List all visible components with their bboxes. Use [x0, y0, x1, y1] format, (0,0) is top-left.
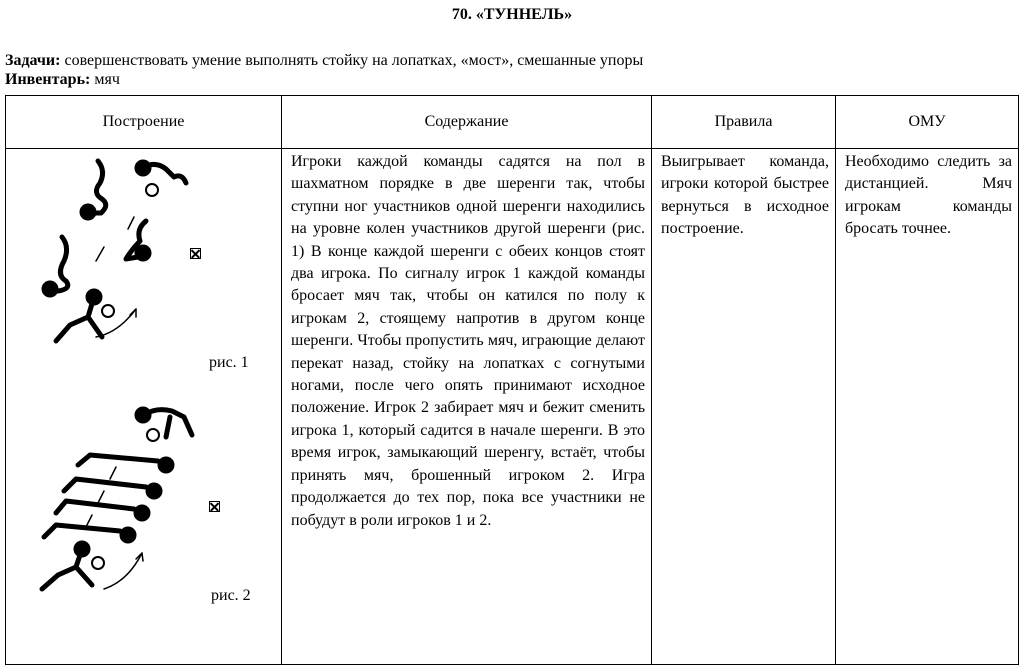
marker-box-1	[190, 248, 201, 259]
bridge-player-2	[64, 479, 146, 491]
header-content: Содержание	[282, 96, 652, 149]
player-head-10	[122, 529, 134, 541]
tasks-text: совершенствовать умение выполнять стойку на лопатках, «мост», смешанные упоры	[60, 52, 644, 69]
inventory-label: Инвентарь:	[5, 71, 91, 88]
header-rules: Правила	[652, 96, 836, 149]
figure-1-drawing	[44, 161, 186, 341]
tasks-line	[5, 51, 643, 70]
player-head-6	[137, 409, 149, 421]
seated-player-4	[58, 237, 68, 291]
figure-2-drawing	[42, 409, 192, 589]
ball-1	[146, 184, 158, 196]
header-omu: ОМУ	[836, 96, 1019, 149]
rules-text: Выигрывает команда, игроки которой быстрее вернуться в исходное построение.	[661, 153, 829, 238]
player-head-9	[136, 507, 148, 519]
player-head-3	[137, 247, 149, 259]
content-cell	[282, 149, 652, 665]
formation-cell	[6, 149, 282, 665]
bridge-player-1	[78, 455, 158, 465]
player-head-11	[76, 543, 88, 555]
bridge-player-3	[56, 501, 134, 513]
header-formation: Построение	[6, 96, 282, 149]
player-head-4	[44, 283, 56, 295]
figure-1-label: рис. 1	[209, 354, 249, 371]
game-table	[5, 95, 1019, 665]
ball-3	[147, 429, 159, 441]
content-text: Игроки каждой команды садятся на пол в шахматном порядке в две шеренги так, чтобы ступни ног участников одной шеренги находились на уровне колен участников другой шеренги (рис. 1) В конце каждой шеренги с обеих концов стоят два игрока. По сигналу игрок 1 каждой команды бросает мяч так, чтобы он катился по полу к игрокам 2, стоящему напротив в другом конце шеренги. Чтобы пропустить мяч, играющие делают перекат назад, стойку на лопатках с согнутыми ногами, после чего опять принимают исходное положение. Игрок 2 забирает мяч и бежит сменить игрока 1, который садится в начале шеренги. В это время игрок, замыкающий шеренгу, встаёт, чтобы принять мяч, брошенный игроком 2. Игра продолжается до тех пор, пока все участники не побудут в роли игроков 1 и 2.	[291, 153, 645, 529]
header-row	[6, 96, 1019, 149]
player-head-8	[148, 485, 160, 497]
tasks-label: Задачи:	[5, 52, 61, 69]
pass-arrows-2	[86, 467, 116, 527]
player-head-1	[82, 206, 94, 218]
rules-cell	[652, 149, 836, 665]
omu-text: Необходимо следить за дистанцией. Мяч игрокам команды бросать точнее.	[845, 153, 1012, 238]
omu-cell	[836, 149, 1019, 665]
player-head-2	[137, 162, 149, 174]
ball-2	[102, 305, 114, 317]
ball-4	[92, 557, 104, 569]
player-head-5	[88, 291, 100, 303]
figure-2-label: рис. 2	[211, 587, 251, 604]
bridge-player-4	[44, 525, 120, 537]
inventory-text: мяч	[90, 71, 120, 88]
body-row	[6, 149, 1019, 665]
player-head-7	[160, 459, 172, 471]
document-title: 70. «ТУННЕЛЬ»	[451, 6, 573, 23]
marker-box-2	[209, 501, 220, 512]
inventory-line	[5, 70, 120, 89]
